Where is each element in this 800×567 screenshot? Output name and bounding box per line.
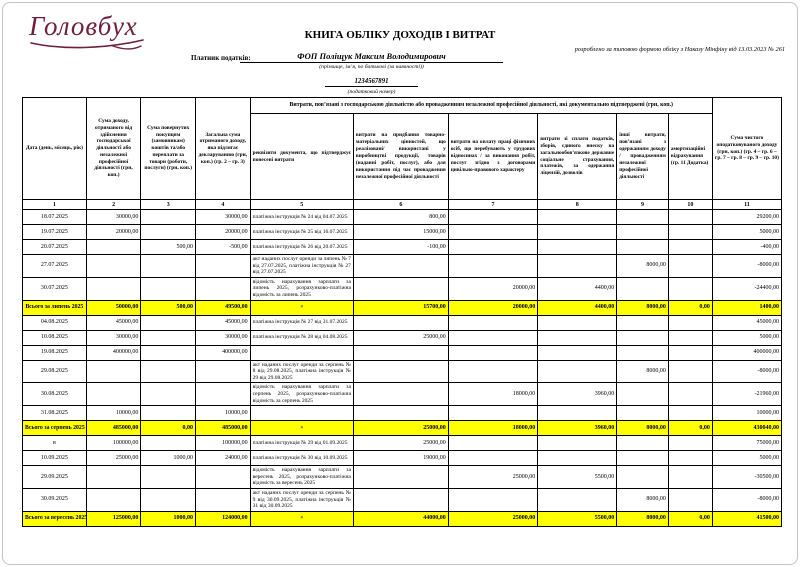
cell-col11: -8000,00	[712, 360, 781, 383]
cell-col4: 49500,00	[196, 300, 251, 315]
cell-col5: відомість нарахування зарплати за серпень 2025, розрахунково-платіжна відомість за серпень 2025	[250, 383, 353, 406]
document-title: КНИГА ОБЛІКУ ДОХОДІВ І ВИТРАТ	[304, 29, 496, 41]
cell-col3	[141, 210, 196, 225]
cell-col10	[668, 383, 712, 406]
cell-col5: ×	[250, 511, 353, 526]
total-row	[23, 511, 782, 526]
cell-col7	[448, 451, 538, 466]
cell-col2: 25000,00	[86, 451, 141, 466]
cell-col1: 04.08.2025	[23, 315, 87, 330]
cell-col8	[538, 315, 617, 330]
cell-col1: Всього за вересень 2025	[23, 511, 87, 526]
cell-col9	[617, 436, 669, 451]
cell-col2	[86, 488, 141, 511]
cell-col2	[86, 240, 141, 255]
cell-col2	[86, 255, 141, 278]
cell-col2	[86, 383, 141, 406]
regulation-note: розроблено за типовою формою обліку з Наказу Мінфіну від 13.03.2023 № 261	[574, 46, 785, 53]
cell-col7: 25000,00	[448, 511, 538, 526]
total-row	[23, 300, 782, 315]
cell-col4: 24000,00	[196, 451, 251, 466]
cell-col9	[617, 383, 669, 406]
col-header-doc-details: реквізити документа, що підтверджує понесені витрати	[250, 114, 353, 200]
cell-col6: 15000,00	[353, 225, 448, 240]
cell-col1: 20.07.2025	[23, 240, 87, 255]
table-row	[23, 240, 782, 255]
cell-col2: 20000,00	[86, 225, 141, 240]
cell-col4	[196, 277, 251, 300]
cell-col11: -24400,00	[712, 277, 781, 300]
cell-col3	[141, 383, 196, 406]
cell-col11: 400000,00	[712, 345, 781, 360]
table-row	[23, 406, 782, 421]
cell-col8	[538, 210, 617, 225]
cell-col7: 18000,00	[448, 383, 538, 406]
cell-col5: акт наданих послуг оренди за серпень № 8 від 29.08.2025, платіжна інструкція № 29 від 29.08.2025	[250, 360, 353, 383]
header-number-row	[23, 200, 782, 210]
cell-col9	[617, 225, 669, 240]
cell-col8	[538, 488, 617, 511]
cell-col9	[617, 330, 669, 345]
cell-col3	[141, 330, 196, 345]
cell-col5: платіжна інструкція № 30 від 10.09.2025	[250, 451, 353, 466]
table-row	[23, 277, 782, 300]
cell-col8: 3960,00	[538, 383, 617, 406]
cell-col7	[448, 240, 538, 255]
cell-col1: 10.08.2025	[23, 330, 87, 345]
cell-col6: 800,00	[353, 210, 448, 225]
cell-col11: -21960,00	[712, 383, 781, 406]
expenses-group-header: Витрати, пов’язані з господарською діяльністю або провадженням незалежної професійної діяльності, які документально підтверджені (грн, коп.)	[250, 98, 712, 114]
cell-col5: платіжна інструкція № 24 від 04.07.2025	[250, 210, 353, 225]
cell-col2: 485000,00	[86, 421, 141, 436]
cell-col2: 30000,00	[86, 210, 141, 225]
taxpayer-name-hint: (прізвище, ім’я, по батькові (за наявності))	[319, 64, 424, 70]
ledger-body	[23, 210, 782, 527]
cell-col3: 0,00	[141, 421, 196, 436]
cell-col9	[617, 406, 669, 421]
cell-col6: 25000,00	[353, 421, 448, 436]
cell-col7: 25000,00	[448, 466, 538, 489]
cell-col6	[353, 360, 448, 383]
cell-col2	[86, 466, 141, 489]
cell-col6	[353, 345, 448, 360]
col-number-1: 1	[23, 200, 87, 210]
col-header-other-expenses: інші витрати, пов’язані з одержанням доходу / провадженням незалежної професійної діяльності	[617, 114, 669, 200]
cell-col10	[668, 360, 712, 383]
cell-col6: 25000,00	[353, 330, 448, 345]
ledger-header	[23, 98, 782, 210]
cell-col1: 10.09.2025	[23, 451, 87, 466]
cell-col3	[141, 360, 196, 383]
cell-col9	[617, 466, 669, 489]
cell-col10	[668, 406, 712, 421]
table-row	[23, 210, 782, 225]
cell-col1: Всього за серпень 2025	[23, 421, 87, 436]
col-header-depreciation: амортизаційні відрахування (гр. 11 Додатка)	[668, 114, 712, 200]
cell-col2: 125000,00	[86, 511, 141, 526]
cell-col10: 0,00	[668, 300, 712, 315]
col-header-labor-expenses: витрати на оплату праці фізичних осіб, що перебувають у трудових відносинах / за виконання робіт, послуг згідно з договорами цивільно-правового характеру	[448, 114, 538, 200]
cell-col7	[448, 210, 538, 225]
document-page	[2, 2, 798, 565]
cell-col3: 1000,00	[141, 451, 196, 466]
cell-col10	[668, 240, 712, 255]
logo	[29, 13, 159, 52]
cell-col5	[250, 345, 353, 360]
cell-col10	[668, 466, 712, 489]
cell-col9: 8000,00	[617, 511, 669, 526]
cell-col5	[250, 406, 353, 421]
col-number-9: 9	[617, 200, 669, 210]
cell-col8	[538, 360, 617, 383]
cell-col11: 41500,00	[712, 511, 781, 526]
table-row	[23, 383, 782, 406]
cell-col9	[617, 240, 669, 255]
cell-col1: 29.08.2025	[23, 360, 87, 383]
col-number-4: 4	[196, 200, 251, 210]
table-row	[23, 225, 782, 240]
cell-col3: 500,00	[141, 240, 196, 255]
cell-col4: 100000,00	[196, 436, 251, 451]
cell-col1: 31.08.2025	[23, 406, 87, 421]
cell-col5: відомість нарахування зарплати за липень 2025, розрахунково-платіжна відомість за липень 2025	[250, 277, 353, 300]
cell-col4	[196, 360, 251, 383]
cell-col7	[448, 436, 538, 451]
cell-col7	[448, 330, 538, 345]
cell-col2: 400000,00	[86, 345, 141, 360]
cell-col1: 27.07.2025	[23, 255, 87, 278]
cell-col2: 10000,00	[86, 406, 141, 421]
cell-col5: акт наданих послуг оренди за серпень № 9 від 30.09.2025, платіжна інструкція № 31 від 30.09.2025	[250, 488, 353, 511]
cell-col7	[448, 488, 538, 511]
cell-col8: 5500,00	[538, 466, 617, 489]
table-row	[23, 255, 782, 278]
cell-col11: 75000,00	[712, 436, 781, 451]
cell-col8	[538, 345, 617, 360]
cell-col11: 1400,00	[712, 300, 781, 315]
cell-col1: в	[23, 436, 87, 451]
cell-col3	[141, 345, 196, 360]
cell-col11: -8000,00	[712, 488, 781, 511]
cell-col4: 30000,00	[196, 210, 251, 225]
logo-text: Головбух	[29, 11, 138, 41]
cell-col7	[448, 406, 538, 421]
cell-col8	[538, 330, 617, 345]
cell-col6: 15700,00	[353, 300, 448, 315]
cell-col7	[448, 345, 538, 360]
cell-col10	[668, 277, 712, 300]
cell-col9: 8000,00	[617, 300, 669, 315]
cell-col10	[668, 315, 712, 330]
col-header-net-income: Сума чистого оподатковуваного доходу (грн, коп.) (гр. 4 – гр. 6 – гр. 7 – гр. 8 – гр. 9 – гр. 10)	[712, 98, 781, 200]
col-header-goods-expenses: витрати на придбання товарно-матеріальних цінностей, що реалізовані/ використані у виробництві продукції, товарів (наданні робіт, послуг), або для використання під час провадження незалежної професійної діяльності	[353, 114, 448, 200]
cell-col9	[617, 451, 669, 466]
cell-col9: 8000,00	[617, 488, 669, 511]
table-row	[23, 466, 782, 489]
cell-col10	[668, 255, 712, 278]
cell-col3	[141, 225, 196, 240]
tax-number: 1234567891	[325, 78, 419, 87]
cell-col5: платіжна інструкція № 29 від 01.09.2025	[250, 436, 353, 451]
cell-col6: 44000,00	[353, 511, 448, 526]
cell-col3	[141, 466, 196, 489]
cell-col2	[86, 277, 141, 300]
cell-col11: 5000,00	[712, 451, 781, 466]
cell-col4	[196, 466, 251, 489]
cell-col8: 4400,00	[538, 277, 617, 300]
cell-col8: 3960,00	[538, 421, 617, 436]
cell-col9: 8000,00	[617, 360, 669, 383]
cell-col10: 0,00	[668, 511, 712, 526]
cell-col10	[668, 330, 712, 345]
cell-col5: платіжна інструкція № 28 від 04.08.2025	[250, 330, 353, 345]
cell-col4: 400000,00	[196, 345, 251, 360]
cell-col8	[538, 436, 617, 451]
cell-col4	[196, 255, 251, 278]
cell-col11: 5000,00	[712, 330, 781, 345]
cell-col8	[538, 255, 617, 278]
cell-col9	[617, 315, 669, 330]
cell-col3	[141, 436, 196, 451]
cell-col3	[141, 277, 196, 300]
cell-col2: 45000,00	[86, 315, 141, 330]
cell-col11: -400,00	[712, 240, 781, 255]
cell-col4: 45000,00	[196, 315, 251, 330]
taxpayer-label: Платник податків:	[191, 54, 251, 62]
cell-col6	[353, 277, 448, 300]
cell-col5: ×	[250, 300, 353, 315]
cell-col7: 20000,00	[448, 300, 538, 315]
cell-col5: відомість нарахування зарплати за вересень 2025, розрахунково-платіжна відомість за вересень 2025	[250, 466, 353, 489]
cell-col4: 124000,00	[196, 511, 251, 526]
cell-col6	[353, 466, 448, 489]
cell-col9: 8000,00	[617, 421, 669, 436]
cell-col1: Всього за липень 2025	[23, 300, 87, 315]
cell-col11: -30500,00	[712, 466, 781, 489]
cell-col3	[141, 315, 196, 330]
col-number-7: 7	[448, 200, 538, 210]
col-number-2: 2	[86, 200, 141, 210]
cell-col11: -8000,00	[712, 255, 781, 278]
cell-col4	[196, 488, 251, 511]
cell-col4: 30000,00	[196, 330, 251, 345]
cell-col3: 500,00	[141, 300, 196, 315]
taxpayer-name: ФОП Поліщук Максим Володимирович	[240, 51, 503, 63]
cell-col7	[448, 255, 538, 278]
taxpayer-block	[240, 51, 503, 95]
col-header-date: Дата (день, місяць, рік)	[23, 98, 87, 200]
cell-col9	[617, 277, 669, 300]
cell-col1: 30.08.2025	[23, 383, 87, 406]
cell-col2: 30000,00	[86, 330, 141, 345]
table-row	[23, 345, 782, 360]
col-header-tax-expenses: витрати зі сплати податків, зборів, єдиного внеску на загальнообов’язкове державне соціальне страхування, платежів, за одержання ліцензій, дозволів	[538, 114, 617, 200]
cell-col9: 8000,00	[617, 255, 669, 278]
cell-col8	[538, 406, 617, 421]
cell-col6	[353, 383, 448, 406]
cell-col6	[353, 315, 448, 330]
table-row	[23, 360, 782, 383]
cell-col3	[141, 488, 196, 511]
cell-col8	[538, 451, 617, 466]
col-number-10: 10	[668, 200, 712, 210]
table-row	[23, 488, 782, 511]
cell-col6: 25000,00	[353, 436, 448, 451]
cell-col10	[668, 436, 712, 451]
cell-col4: 10000,00	[196, 406, 251, 421]
cell-col10: 0,00	[668, 421, 712, 436]
ledger-table	[22, 97, 782, 527]
table-row	[23, 451, 782, 466]
cell-col10	[668, 451, 712, 466]
cell-col11: 10000,00	[712, 406, 781, 421]
cell-col6	[353, 406, 448, 421]
cell-col5: платіжна інструкція № 27 від 31.07.2025	[250, 315, 353, 330]
cell-col5: акт наданих послуг оренди за липень № 7 від 27.07.2025, платіжна інструкція № 27 від 27.07.2025	[250, 255, 353, 278]
col-header-total-income: Загальна сума отриманого доходу, яка підлягає декларуванню (грн, коп.) (гр. 2 – гр. 3)	[196, 98, 251, 200]
cell-col4: -500,00	[196, 240, 251, 255]
tax-number-hint: (податковий номер)	[347, 89, 396, 95]
cell-col2: 50000,00	[86, 300, 141, 315]
cell-col1: 30.09.2025	[23, 488, 87, 511]
cell-col8: 5500,00	[538, 511, 617, 526]
cell-col10	[668, 210, 712, 225]
cell-col7: 20000,00	[448, 277, 538, 300]
cell-col8	[538, 225, 617, 240]
cell-col1: 30.07.2025	[23, 277, 87, 300]
total-row	[23, 421, 782, 436]
table-row	[23, 330, 782, 345]
cell-col11: 5000,00	[712, 225, 781, 240]
cell-col5: платіжна інструкція № 25 від 16.07.2025	[250, 225, 353, 240]
cell-col7: 18000,00	[448, 421, 538, 436]
cell-col2: 100000,00	[86, 436, 141, 451]
cell-col4: 20000,00	[196, 225, 251, 240]
cell-col6	[353, 255, 448, 278]
cell-col5: ×	[250, 421, 353, 436]
cell-col10	[668, 488, 712, 511]
cell-col7	[448, 225, 538, 240]
table-row	[23, 436, 782, 451]
col-header-income: Сума доходу, отриманого від здійснення господарської діяльності або незалежної професійної діяльності (грн, коп.)	[86, 98, 141, 200]
cell-col1: 29.09.2025	[23, 466, 87, 489]
cell-col9	[617, 210, 669, 225]
cell-col1: 19.08.2025	[23, 345, 87, 360]
col-header-returns: Сума повернутих покупцям (замовникам) коштів та/або переплати за товари (роботи, послуги) (грн, коп.)	[141, 98, 196, 200]
cell-col9	[617, 345, 669, 360]
cell-col1: 18.07.2025	[23, 210, 87, 225]
table-row	[23, 315, 782, 330]
cell-col5: платіжна інструкція № 26 від 20.07.2025	[250, 240, 353, 255]
cell-col6: 19000,00	[353, 451, 448, 466]
cell-col2	[86, 360, 141, 383]
cell-col11: 430040,00	[712, 421, 781, 436]
cell-col11: 45000,00	[712, 315, 781, 330]
cell-col6: -100,00	[353, 240, 448, 255]
cell-col10	[668, 225, 712, 240]
cell-col3	[141, 406, 196, 421]
header-group-row	[23, 98, 782, 114]
cell-col10	[668, 345, 712, 360]
cell-col3	[141, 255, 196, 278]
cell-col7	[448, 360, 538, 383]
cell-col8: 4400,00	[538, 300, 617, 315]
col-number-3: 3	[141, 200, 196, 210]
cell-col4	[196, 383, 251, 406]
cell-col8	[538, 240, 617, 255]
cell-col7	[448, 315, 538, 330]
cell-col4: 485000,00	[196, 421, 251, 436]
cell-col1: 19.07.2025	[23, 225, 87, 240]
col-number-8: 8	[538, 200, 617, 210]
col-number-11: 11	[712, 200, 781, 210]
cell-col3: 1000,00	[141, 511, 196, 526]
col-number-6: 6	[353, 200, 448, 210]
cell-col6	[353, 488, 448, 511]
cell-col11: 29200,00	[712, 210, 781, 225]
col-number-5: 5	[250, 200, 353, 210]
